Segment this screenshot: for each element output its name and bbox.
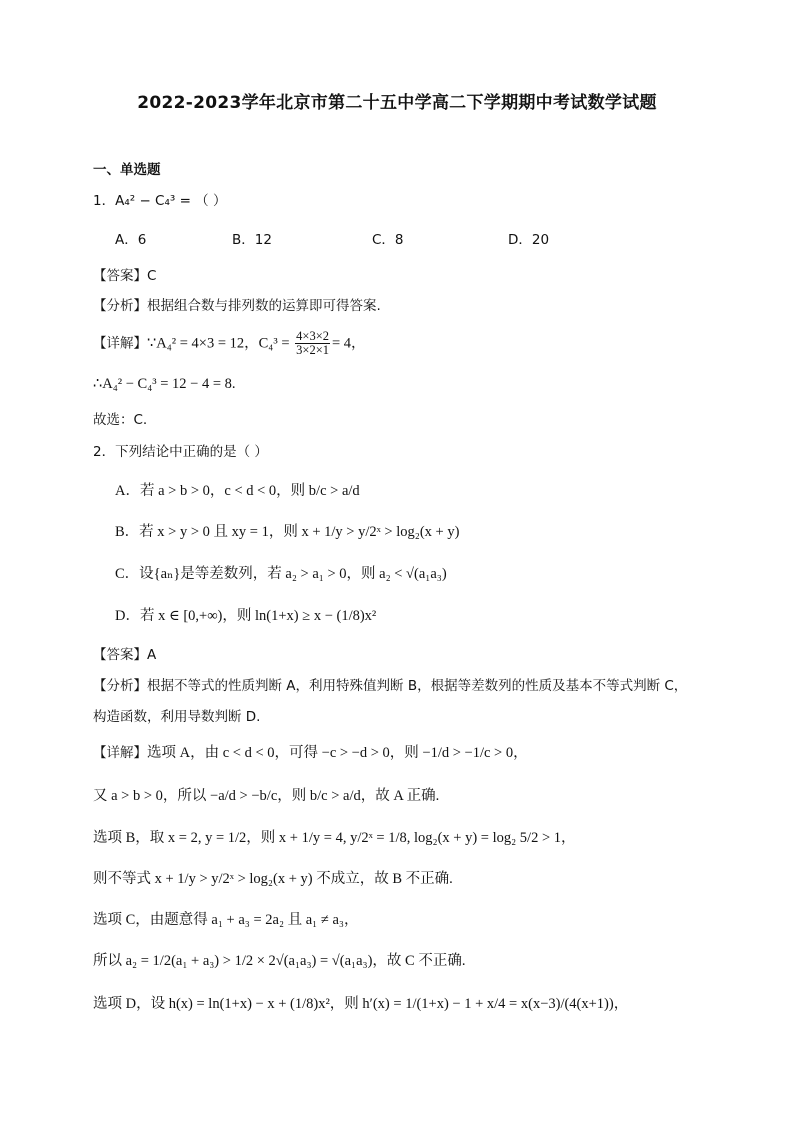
q1-stem <box>93 191 226 211</box>
q2-detail <box>93 743 528 763</box>
q1-detail-fraction <box>295 330 330 357</box>
q1-option-c: C．8 <box>372 232 404 248</box>
page-title: 2022-2023学年北京市第二十五中学高二下学期期中考试数学试题 <box>137 93 657 113</box>
q2-detail-line7: 选项 D，设 h(x) = ln(1+x) − x + (1/8)x²，则 h′(x) = 1/(1+x) − 1 + x/4 = x(x−3)/(4(x+1))， <box>93 996 629 1012</box>
q1-analysis <box>93 296 381 316</box>
q2-option-b: B．若 x > y > 0 且 xy = 1，则 x + 1/y > y/2ˣ > log₂(x + y) <box>115 524 460 540</box>
q2-detail-line5: 选项 C，由题意得 a₁ + a₃ = 2a₂ 且 a₁ ≠ a₃， <box>93 912 359 928</box>
q2-analysis-label: 【分析】 <box>93 678 147 694</box>
q1-stem-text: 1．A₄² − C₄³ = （ ） <box>93 193 227 209</box>
q2-analysis <box>93 676 687 696</box>
q1-detail-line1b: = 4， <box>332 335 366 352</box>
q2-detail-line3: 选项 B，取 x = 2, y = 1/2，则 x + 1/y = 4, y/2ˣ = 1/8, log₂(x + y) = log₂ 5/2 > 1， <box>93 830 576 846</box>
q1-answer: 【答案】C <box>93 268 157 284</box>
q2-stem: 2．下列结论中正确的是（ ） <box>93 444 268 460</box>
q1-detail-fraction-den: 3×2×1 <box>296 343 329 357</box>
q2-option-a: A．若 a > b > 0，c < d < 0，则 b/c > a/d <box>115 483 360 499</box>
q1-option-b: B．12 <box>232 232 272 248</box>
q1-conclusion: 故选：C. <box>93 412 148 428</box>
q1-detail-fraction-num: 4×3×2 <box>296 329 329 343</box>
section-heading: 一、单选题 <box>93 162 161 178</box>
q1-detail-line1a: ∵A₄² = 4×3 = 12，C₄³ = <box>147 335 294 352</box>
q2-detail-line6: 所以 a₂ = 1/2(a₁ + a₃) > 1/2 × 2√(a₁a₃) = √(a₁a₃)，故 C 不正确. <box>93 953 466 969</box>
q2-detail-line4: 则不等式 x + 1/y > y/2ˣ > log₂(x + y) 不成立，故 B 不正确. <box>93 871 453 887</box>
q2-option-c: C．设{aₙ}是等差数列，若 a₂ > a₁ > 0，则 a₂ < √(a₁a₃) <box>115 566 447 582</box>
q2-detail-label: 【详解】 <box>93 745 147 761</box>
q1-detail <box>93 330 366 357</box>
q2-detail-line1: 选项 A，由 c < d < 0，可得 −c > −d > 0，则 −1/d > −1/c > 0， <box>147 745 528 761</box>
q1-option-a: A．6 <box>115 232 147 248</box>
q2-analysis-line2: 构造函数，利用导数判断 D. <box>93 709 261 725</box>
q1-detail-line2: ∴A₄² − C₄³ = 12 − 4 = 8. <box>93 376 236 392</box>
q2-option-d: D．若 x ∈ [0,+∞)，则 ln(1+x) ≥ x − (1/8)x² <box>115 608 377 624</box>
q1-option-d: D．20 <box>508 232 550 248</box>
q1-analysis-label: 【分析】 <box>93 298 147 314</box>
q1-analysis-text: 根据组合数与排列数的运算即可得答案. <box>147 298 381 314</box>
q1-detail-label: 【详解】 <box>93 335 147 352</box>
q2-answer: 【答案】A <box>93 647 157 663</box>
q2-detail-line2: 又 a > b > 0，所以 −a/d > −b/c，则 b/c > a/d，故 A 正确. <box>93 788 440 804</box>
q2-analysis-text-1: 根据不等式的性质判断 A，利用特殊值判断 B，根据等差数列的性质及基本不等式判断 C， <box>147 678 688 694</box>
